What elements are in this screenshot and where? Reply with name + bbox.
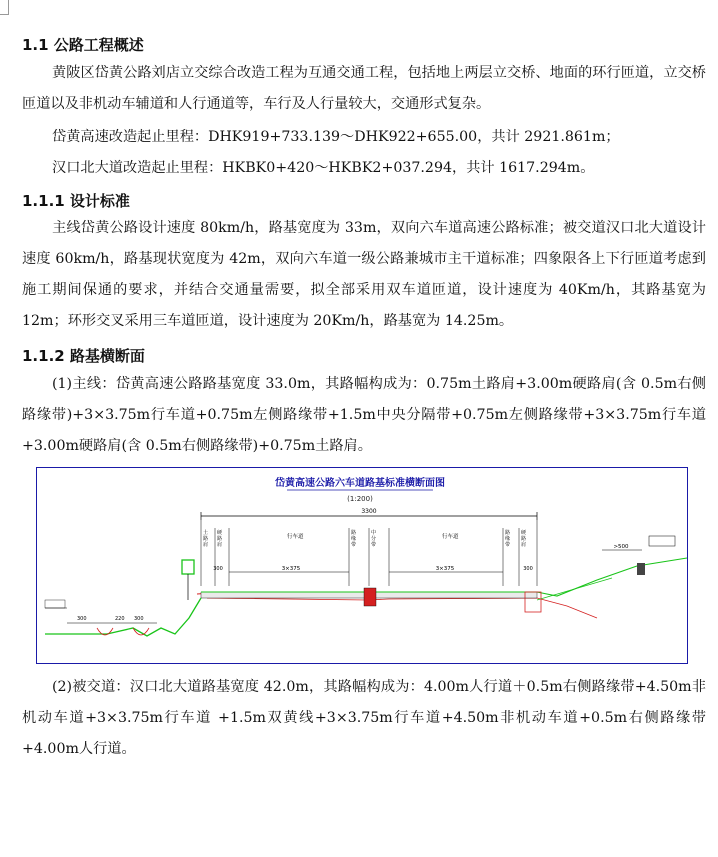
svg-text:行车道: 行车道 [287, 534, 304, 540]
paragraph-overview [22, 58, 706, 120]
svg-text:路: 路 [351, 530, 357, 536]
dim-lane-right-label: 3×375 [435, 566, 455, 572]
paragraph-crossroad-section [22, 672, 706, 765]
paragraph-daihuang-mileage: 岱黄高速改造起止里程：DHK919+733.139～DHK922+655.00，共计 2921.861m； [52, 129, 620, 145]
svg-text:硬: 硬 [521, 530, 527, 536]
svg-text:土: 土 [203, 530, 209, 536]
svg-text:带: 带 [371, 542, 377, 548]
page-corner-mark [0, 0, 9, 15]
svg-text:缘: 缘 [351, 536, 357, 542]
dim-300-mid: 300 [523, 566, 533, 572]
right-note-box [649, 536, 675, 546]
paragraph-design-standard-text: 主线岱黄公路设计速度 80km/h，路基宽度为 33m，双向六车道高速公路标准；被交道汉口北大道设计速度 60km/h，路基现状宽度为 42m，双向六车道一级公路兼城市主干道标准；四象限各上下行匝道考虑到施工期间保通的要求，并结合交通量需要，拟全部采用双车道匝道，设计速度为 40Km/h，其路基宽为 12m；环形交叉采用三车道匝道，设计速度为 20Km/h，路基宽为 14.25m。 [22, 220, 706, 329]
dim-lane-left-label: 3×375 [281, 566, 301, 572]
paragraph-crossroad-section-text: (2)被交道：汉口北大道路基宽度 42.0m，其路幅构成为：4.00m人行道＋0.5m右侧路缘带+4.50m非机动车道+3×3.75m行车道 +1.5m双黄线+3×3.75m行车道+4.50m非机动车道+0.5m右侧路缘带+4.00m人行道。 [22, 679, 706, 757]
svg-text:肩: 肩 [521, 542, 527, 548]
svg-text:带: 带 [505, 542, 511, 548]
svg-text:行车道: 行车道 [442, 534, 459, 540]
svg-text:300: 300 [77, 616, 87, 622]
cross-section-drawing [37, 468, 689, 665]
median-barrier [364, 588, 376, 606]
svg-text:300: 300 [134, 616, 144, 622]
division-labels [203, 529, 526, 548]
paragraph-mainline-section-text: (1)主线：岱黄高速公路路基宽度 33.0m，其路幅构成为：0.75m土路肩+3.00m硬路肩(含 0.5m右侧路缘带)+3×3.75m行车道+0.75m左侧路缘带+1.5m中央分隔带+0.75m左侧路缘带+3×3.75m行车道+3.00m硬路肩(含 0.5m右侧路缘带)+0.75m土路肩。 [22, 376, 706, 454]
paragraph-overview-text: 黄陂区岱黄公路刘店立交综合改造工程为互通交通工程，包括地上两层立交桥、地面的环行匝道，立交桥匝道以及非机动车辅道和人行通道等，车行及人行量较大，交通形式复杂。 [22, 65, 706, 112]
paragraph-mainline-section [22, 369, 706, 462]
paragraph-design-standard [22, 213, 706, 337]
left-note-box [45, 600, 65, 608]
dim-total-label: 3300 [361, 508, 377, 515]
svg-text:缘: 缘 [505, 536, 511, 542]
sign-board [182, 560, 194, 574]
svg-text:路: 路 [203, 536, 209, 542]
figure-title: 岱黄高速公路六车道路基标准横断面图 [275, 478, 445, 489]
paragraph-hankou-mileage: 汉口北大道改造起止里程：HKBK0+420～HKBK2+037.294，共计 1617.294m。 [52, 160, 595, 176]
svg-text:路: 路 [505, 530, 511, 536]
dim-slope-label: >500 [613, 544, 629, 550]
svg-text:路: 路 [521, 536, 527, 542]
division-lines [201, 520, 537, 586]
slope-line-right [537, 578, 612, 600]
svg-text:肩: 肩 [217, 542, 223, 548]
svg-text:硬: 硬 [217, 530, 223, 536]
heading-1-1: 1.1 公路工程概述 [22, 36, 144, 54]
svg-text:路: 路 [217, 536, 223, 542]
ground-line-right [201, 558, 687, 596]
heading-1-1-2: 1.1.2 路基横断面 [22, 347, 145, 365]
road-base-line [207, 598, 597, 618]
right-ditch-block [637, 563, 645, 575]
cross-section-figure [36, 467, 688, 664]
svg-text:220: 220 [115, 616, 125, 622]
svg-text:带: 带 [351, 542, 357, 548]
dim-300-left: 300 [213, 566, 223, 572]
svg-text:分: 分 [371, 536, 377, 542]
heading-1-1-1: 1.1.1 设计标准 [22, 192, 130, 210]
svg-text:肩: 肩 [203, 542, 209, 548]
figure-scale: (1:200) [347, 495, 373, 503]
svg-text:中: 中 [371, 530, 377, 536]
ditch-dims [77, 616, 144, 622]
